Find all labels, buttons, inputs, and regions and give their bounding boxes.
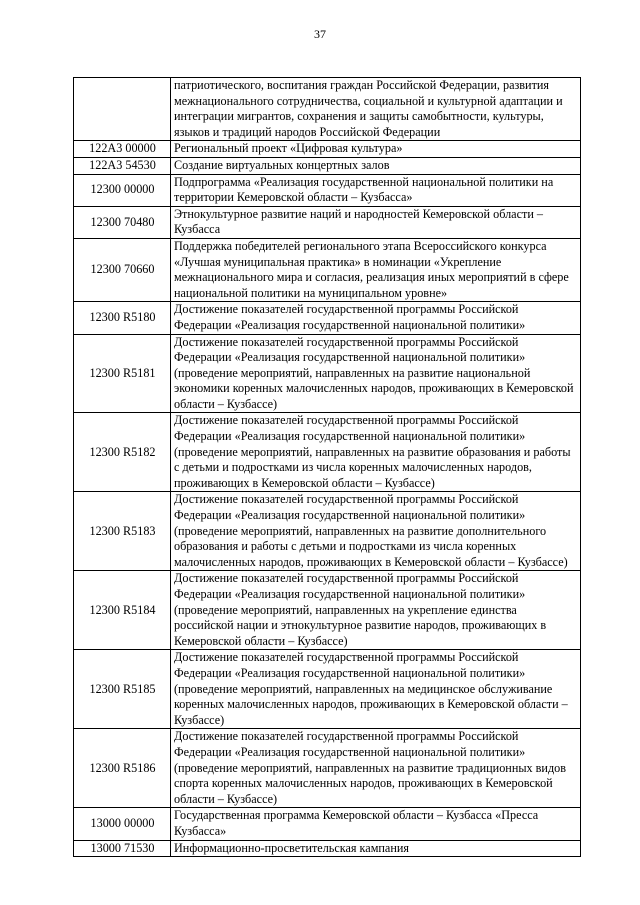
name-cell: Этнокультурное развитие наций и народностей Кемеровской области – Кузбасса (171, 206, 581, 238)
name-cell: Поддержка победителей регионального этапа Всероссийского конкурса «Лучшая муниципальная практика» в номинации «Укрепление межнационального мира и согласия, реализация иных мероприятий в сфере национальной политики на муниципальном уровне» (171, 238, 581, 301)
table-row (74, 141, 581, 158)
name-cell: Достижение показателей государственной программы Российской Федерации «Реализация государственной национальной политики» (проведение мероприятий, направленных на укрепление единства российской нации и этнокультурное развитие народов, проживающих в Кемеровской области – Кузбассе) (171, 571, 581, 650)
table-row (74, 808, 581, 840)
code-cell: 12300 R5183 (74, 492, 171, 571)
table-row (74, 334, 581, 413)
page-number: 37 (314, 27, 326, 41)
code-cell: 12300 70660 (74, 238, 171, 301)
table-row (74, 729, 581, 808)
code-cell: 13000 00000 (74, 808, 171, 840)
code-cell: 122А3 54530 (74, 157, 171, 174)
table-row (74, 157, 581, 174)
code-cell: 12300 R5180 (74, 302, 171, 334)
code-cell: 13000 71530 (74, 840, 171, 857)
table-row (74, 413, 581, 492)
name-cell: Государственная программа Кемеровской области – Кузбасса «Пресса Кузбасса» (171, 808, 581, 840)
code-cell (74, 78, 171, 141)
code-cell: 12300 00000 (74, 174, 171, 206)
table-row (74, 78, 581, 141)
budget-code-table (73, 77, 581, 857)
code-cell: 12300 R5186 (74, 729, 171, 808)
code-cell: 12300 R5182 (74, 413, 171, 492)
table-row (74, 206, 581, 238)
name-cell: Достижение показателей государственной программы Российской Федерации «Реализация государственной национальной политики» (проведение мероприятий, направленных на медицинское обслуживание коренных малочисленных народов, проживающих в Кемеровской области – Кузбассе) (171, 650, 581, 729)
name-cell: Информационно-просветительская кампания (171, 840, 581, 857)
code-cell: 12300 70480 (74, 206, 171, 238)
code-cell: 12300 R5184 (74, 571, 171, 650)
code-cell: 122А3 00000 (74, 141, 171, 158)
table-row (74, 492, 581, 571)
code-cell: 12300 R5181 (74, 334, 171, 413)
name-cell: Достижение показателей государственной программы Российской Федерации «Реализация государственной национальной политики» (проведение мероприятий, направленных на развитие национальной экономики коренных малочисленных народов, проживающих в Кемеровской области – Кузбассе) (171, 334, 581, 413)
name-cell: Достижение показателей государственной программы Российской Федерации «Реализация государственной национальной политики» (171, 302, 581, 334)
table-row (74, 840, 581, 857)
name-cell: Региональный проект «Цифровая культура» (171, 141, 581, 158)
name-cell: Достижение показателей государственной программы Российской Федерации «Реализация государственной национальной политики» (проведение мероприятий, направленных на развитие образования и работы с детьми и подростками из числа коренных малочисленных народов, проживающих в Кемеровской области – Кузбассе) (171, 413, 581, 492)
name-cell: патриотического, воспитания граждан Российской Федерации, развития межнационального сотрудничества, социальной и культурной адаптации и интеграции мигрантов, сохранения и защиты самобытности, культуры, языков и традиций народов Российской Федерации (171, 78, 581, 141)
name-cell: Создание виртуальных концертных залов (171, 157, 581, 174)
code-cell: 12300 R5185 (74, 650, 171, 729)
table-row (74, 650, 581, 729)
name-cell: Достижение показателей государственной программы Российской Федерации «Реализация государственной национальной политики» (проведение мероприятий, направленных на развитие дополнительного образования и работы с детьми и подростками из числа коренных малочисленных народов, проживающих в Кемеровской области – Кузбассе) (171, 492, 581, 571)
name-cell: Достижение показателей государственной программы Российской Федерации «Реализация государственной национальной политики» (проведение мероприятий, направленных на развитие традиционных видов спорта коренных малочисленных народов, проживающих в Кемеровской области – Кузбассе) (171, 729, 581, 808)
table-row (74, 571, 581, 650)
table-row (74, 238, 581, 301)
name-cell: Подпрограмма «Реализация государственной национальной политики на территории Кемеровской области – Кузбасса» (171, 174, 581, 206)
table-row (74, 302, 581, 334)
table-row (74, 174, 581, 206)
